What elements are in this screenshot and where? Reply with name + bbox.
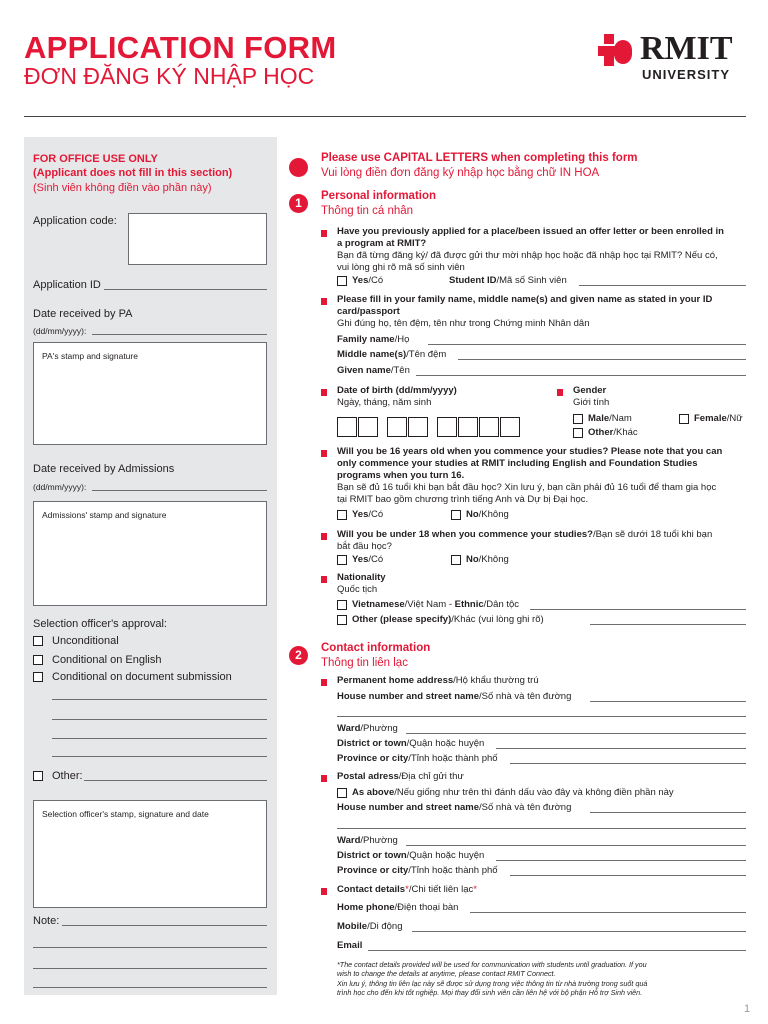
family-name-label: Family name: [337, 334, 395, 345]
district-label-vi: /Quận hoặc huyện: [406, 738, 485, 749]
vietnamese-label-vi: /Việt Nam -: [404, 599, 455, 610]
nationality-other-checkbox[interactable]: [337, 615, 347, 625]
district-label: District or town: [337, 738, 407, 749]
email-label: Email: [337, 940, 363, 951]
page-title: APPLICATION FORM: [24, 30, 337, 65]
postal-province-field[interactable]: [510, 875, 746, 876]
permanent-address-label: Permanent home address: [337, 675, 454, 686]
previous-yes-checkbox[interactable]: [337, 276, 347, 286]
dob-day-digit-2[interactable]: [358, 417, 378, 437]
province-label-vi: /Tỉnh hoặc thành phố: [408, 753, 498, 764]
postal-address-label-vi: /Địa chỉ gửi thư: [398, 771, 464, 782]
office-heading-vi: (Sinh viên không điền vào phần này): [33, 182, 212, 194]
perm-house-field[interactable]: [590, 701, 746, 702]
postal-district-field[interactable]: [496, 860, 746, 861]
family-name-field[interactable]: [428, 344, 746, 345]
date-pa-label: Date received by PA: [33, 308, 133, 320]
contact-title: Contact information: [321, 642, 431, 654]
selection-stamp-box[interactable]: [33, 800, 267, 908]
home-phone-field[interactable]: [470, 912, 746, 913]
dob-month-digit-1[interactable]: [387, 417, 407, 437]
district-label: District or town: [337, 850, 407, 861]
logo-sub: UNIVERSITY: [642, 67, 731, 82]
pa-stamp-box[interactable]: [33, 342, 267, 445]
q-previous-applied-vi: Bạn đã từng đăng ký/ đã được gửi thư mời nhập học hoặc đã nhập học tại RMIT? Nếu có,: [337, 250, 718, 261]
bullet-icon: [321, 888, 327, 895]
dob-label-vi: Ngày, tháng, năm sinh: [337, 397, 432, 408]
bullet-icon: [321, 389, 327, 396]
application-id-field[interactable]: [104, 289, 267, 290]
pa-stamp-label: PA's stamp and signature: [42, 351, 138, 361]
section-number-1: 1: [289, 194, 308, 213]
yes-label: Yes: [352, 275, 369, 286]
as-above-label-vi: /Nếu giống như trên thì đánh dấu vào đây và không điền phần này: [394, 787, 674, 798]
no-label-vi: /Không: [478, 509, 509, 520]
contact-note-vi-2: trình học cho đến khi tốt nghiệp. Mọi thay đổi sinh viên cần liên hệ với bộ phận Hỗ trợ Sinh viên.: [337, 988, 643, 997]
note-line[interactable]: [33, 947, 267, 948]
office-heading: FOR OFFICE USE ONLY: [33, 153, 158, 165]
dob-month-digit-2[interactable]: [408, 417, 428, 437]
intro-heading: Please use CAPITAL LETTERS when completing this form: [321, 152, 638, 164]
vietnamese-label: Vietnamese: [352, 599, 405, 610]
bullet-icon: [321, 679, 327, 686]
note-line[interactable]: [62, 925, 267, 926]
q-age-16-2: only commence your studies at RMIT including English and Foundation Studies: [337, 458, 698, 469]
as-above-label: As above: [352, 787, 395, 798]
other-label: Other:: [52, 770, 83, 782]
province-label-vi: /Tỉnh hoặc thành phố: [408, 865, 498, 876]
ward-label-vi: /Phường: [360, 835, 398, 846]
date-admissions-field[interactable]: [92, 490, 267, 491]
gender-label-vi: Giới tính: [573, 397, 610, 408]
mobile-field[interactable]: [412, 931, 746, 932]
yes-label-vi: /Có: [368, 554, 384, 565]
age16-no-checkbox[interactable]: [451, 510, 461, 520]
bullet-icon: [557, 389, 563, 396]
no-label-vi: /Không: [478, 554, 509, 565]
q-previous-applied: Have you previously applied for a place/been issued an offer letter or been enrolled in: [337, 226, 724, 237]
male-checkbox[interactable]: [573, 414, 583, 424]
no-label: No: [466, 554, 479, 565]
selection-stamp-label: Selection officer's stamp, signature and date: [42, 809, 209, 819]
intro-heading-vi: Vui lòng điền đơn đăng ký nhập học bằng chữ IN HOA: [321, 167, 600, 179]
approval-line[interactable]: [52, 719, 267, 720]
application-id-label: Application ID: [33, 279, 101, 291]
dob-label: Date of birth (dd/mm/yyyy): [337, 385, 457, 396]
approval-label: Selection officer's approval:: [33, 618, 167, 630]
date-pa-format: (dd/mm/yyyy):: [33, 326, 87, 336]
nationality-label: Nationality: [337, 572, 386, 583]
house-label: House number and street name: [337, 802, 480, 813]
personal-title-vi: Thông tin cá nhân: [321, 205, 414, 217]
q-age-16-3: programs when you turn 16.: [337, 470, 465, 481]
ethnic-label-vi: /Dân tộc: [483, 599, 520, 610]
permanent-address-label-vi: /Hộ khẩu thường trú: [453, 675, 539, 686]
contact-details-label-vi: /Chi tiết liên lạc: [408, 884, 474, 895]
date-pa-field[interactable]: [92, 334, 267, 335]
postal-house-field-2[interactable]: [337, 828, 746, 829]
house-label-vi: /Số nhà và tên đường: [479, 691, 572, 702]
middle-name-field[interactable]: [458, 359, 746, 360]
middle-name-label: Middle name(s): [337, 349, 407, 360]
application-code-label: Application code:: [33, 215, 117, 227]
dob-year-digit-1[interactable]: [437, 417, 457, 437]
office-use-panel: [24, 137, 277, 995]
perm-province-field[interactable]: [510, 763, 746, 764]
yes-label-vi: /Có: [368, 275, 384, 286]
page-subtitle: ĐƠN ĐĂNG KÝ NHẬP HỌC: [24, 63, 315, 89]
nationality-other-field[interactable]: [590, 624, 746, 625]
age16-yes-checkbox[interactable]: [337, 510, 347, 520]
q-fill-name: Please fill in your family name, middle name(s) and given name as stated in your ID: [337, 294, 713, 305]
application-code-field[interactable]: [128, 213, 267, 265]
personal-title: Personal information: [321, 190, 437, 202]
house-label: House number and street name: [337, 691, 480, 702]
yes-label-vi: /Có: [368, 509, 384, 520]
perm-house-field-2[interactable]: [337, 716, 746, 717]
page-number: 1: [744, 1003, 751, 1015]
contact-note-vi: Xin lưu ý, thông tin liên lạc này sẽ được sử dụng trong việc thông tin từ nhà trường trong suốt quá: [337, 979, 648, 988]
unconditional-checkbox[interactable]: [33, 636, 43, 646]
header-divider: [24, 116, 746, 117]
bullet-icon: [321, 450, 327, 457]
gender-label: Gender: [573, 385, 607, 396]
home-phone-label: Home phone: [337, 902, 395, 913]
dob-year-digit-3[interactable]: [479, 417, 499, 437]
conditional-document-checkbox[interactable]: [33, 672, 43, 682]
note-line[interactable]: [33, 968, 267, 969]
district-label-vi: /Quận hoặc huyện: [406, 850, 485, 861]
q-fill-name-vi: Ghi đúng họ, tên đệm, tên như trong Chứng minh Nhân dân: [337, 318, 590, 329]
vietnamese-checkbox[interactable]: [337, 600, 347, 610]
conditional-document-label: Conditional on document submission: [52, 671, 232, 683]
q-age-16: Will you be 16 years old when you commence your studies? Please note that you can: [337, 446, 723, 457]
mobile-label-vi: /Di động: [367, 921, 403, 932]
q-fill-name-2: card/passport: [337, 306, 400, 317]
under18-no-checkbox[interactable]: [451, 555, 461, 565]
bullet-icon: [321, 230, 327, 237]
province-label: Province or city: [337, 865, 409, 876]
logo-name: RMIT: [640, 30, 733, 67]
approval-line[interactable]: [52, 756, 267, 757]
note-label: Note:: [33, 915, 60, 927]
given-name-field[interactable]: [416, 375, 746, 376]
conditional-english-checkbox[interactable]: [33, 655, 43, 665]
male-label-vi: /Nam: [609, 413, 632, 424]
conditional-english-label: Conditional on English: [52, 654, 162, 666]
female-label: Female: [694, 413, 727, 424]
approval-line[interactable]: [52, 738, 267, 739]
dob-year-digit-2[interactable]: [458, 417, 478, 437]
rmit-pixel-icon: [598, 34, 638, 74]
as-above-checkbox[interactable]: [337, 788, 347, 798]
nationality-other-label-vi: /Khác (vui lòng ghi rõ): [451, 614, 544, 625]
q-previous-applied-2: a program at RMIT?: [337, 238, 427, 249]
perm-district-field[interactable]: [496, 748, 746, 749]
section-number-2: 2: [289, 646, 308, 665]
note-line[interactable]: [33, 987, 267, 988]
bullet-icon: [321, 533, 327, 540]
yes-label: Yes: [352, 554, 369, 565]
contact-title-vi: Thông tin liên lạc: [321, 657, 408, 669]
intro-icon: [289, 158, 308, 177]
admissions-stamp-label: Admissions' stamp and signature: [42, 510, 167, 520]
q-under-18-vi: /Bạn sẽ dưới 18 tuổi khi bạn: [592, 529, 713, 540]
gender-other-label: Other: [588, 427, 614, 438]
other-field[interactable]: [84, 780, 267, 781]
perm-ward-field[interactable]: [406, 733, 746, 734]
student-id-field[interactable]: [579, 285, 746, 286]
date-admissions-format: (dd/mm/yyyy):: [33, 482, 87, 492]
postal-house-field[interactable]: [590, 812, 746, 813]
house-label-vi: /Số nhà và tên đường: [479, 802, 572, 813]
bullet-icon: [321, 576, 327, 583]
mobile-label: Mobile: [337, 921, 368, 932]
contact-note-2: wish to change the details at anytime, please contact RMIT Connect.: [337, 969, 556, 978]
email-field[interactable]: [368, 950, 746, 951]
postal-ward-field[interactable]: [406, 845, 746, 846]
province-label: Province or city: [337, 753, 409, 764]
dob-day-digit-1[interactable]: [337, 417, 357, 437]
nationality-other-label: Other (please specify): [352, 614, 452, 625]
office-heading-note: (Applicant does not fill in this section): [33, 167, 233, 179]
other-checkbox[interactable]: [33, 771, 43, 781]
student-id-label-vi: /Mã số Sinh viên: [496, 275, 567, 286]
female-label-vi: /Nữ: [726, 413, 743, 424]
admissions-stamp-box[interactable]: [33, 501, 267, 606]
contact-details-label: Contact details: [337, 884, 406, 895]
ward-label-vi: /Phường: [360, 723, 398, 734]
home-phone-label-vi: /Điện thoại bàn: [394, 902, 459, 913]
required-star: *: [405, 884, 409, 895]
ethnic-label: Ethnic: [454, 599, 484, 610]
q-under-18-vi-2: bắt đầu học?: [337, 541, 392, 552]
unconditional-label: Unconditional: [52, 635, 119, 647]
date-admissions-label: Date received by Admissions: [33, 463, 175, 475]
postal-address-label: Postal adress: [337, 771, 399, 782]
gender-other-label-vi: /Khác: [613, 427, 638, 438]
male-label: Male: [588, 413, 610, 424]
required-star: *: [473, 884, 477, 895]
contact-note: *The contact details provided will be used for communication with students until graduation. If you: [337, 960, 647, 969]
approval-line[interactable]: [52, 699, 267, 700]
ward-label: Ward: [337, 723, 361, 734]
ward-label: Ward: [337, 835, 361, 846]
dob-year-digit-4[interactable]: [500, 417, 520, 437]
family-name-label-vi: /Họ: [394, 334, 410, 345]
q-age-16-vi-2: tại RMIT bao gồm chương trình tiếng Anh và Dự bị Đại học.: [337, 494, 589, 505]
no-label: No: [466, 509, 479, 520]
q-previous-applied-vi-2: vui lòng ghi rõ mã số sinh viên: [337, 262, 465, 273]
yes-label: Yes: [352, 509, 369, 520]
q-under-18: Will you be under 18 when you commence your studies?: [337, 529, 593, 540]
student-id-label: Student ID: [449, 275, 497, 286]
nationality-label-vi: Quốc tịch: [337, 584, 378, 595]
middle-name-label-vi: /Tên đệm: [406, 349, 447, 360]
bullet-icon: [321, 298, 327, 305]
given-name-label: Given name: [337, 365, 391, 376]
gender-other-checkbox[interactable]: [573, 428, 583, 438]
given-name-label-vi: /Tên: [390, 365, 410, 376]
female-checkbox[interactable]: [679, 414, 689, 424]
q-age-16-vi: Bạn sẽ đủ 16 tuổi khi bạn bắt đầu học? Xin lưu ý, bạn cần phải đủ 16 tuổi để tham gia học: [337, 482, 717, 493]
ethnic-field[interactable]: [530, 609, 746, 610]
under18-yes-checkbox[interactable]: [337, 555, 347, 565]
bullet-icon: [321, 775, 327, 782]
